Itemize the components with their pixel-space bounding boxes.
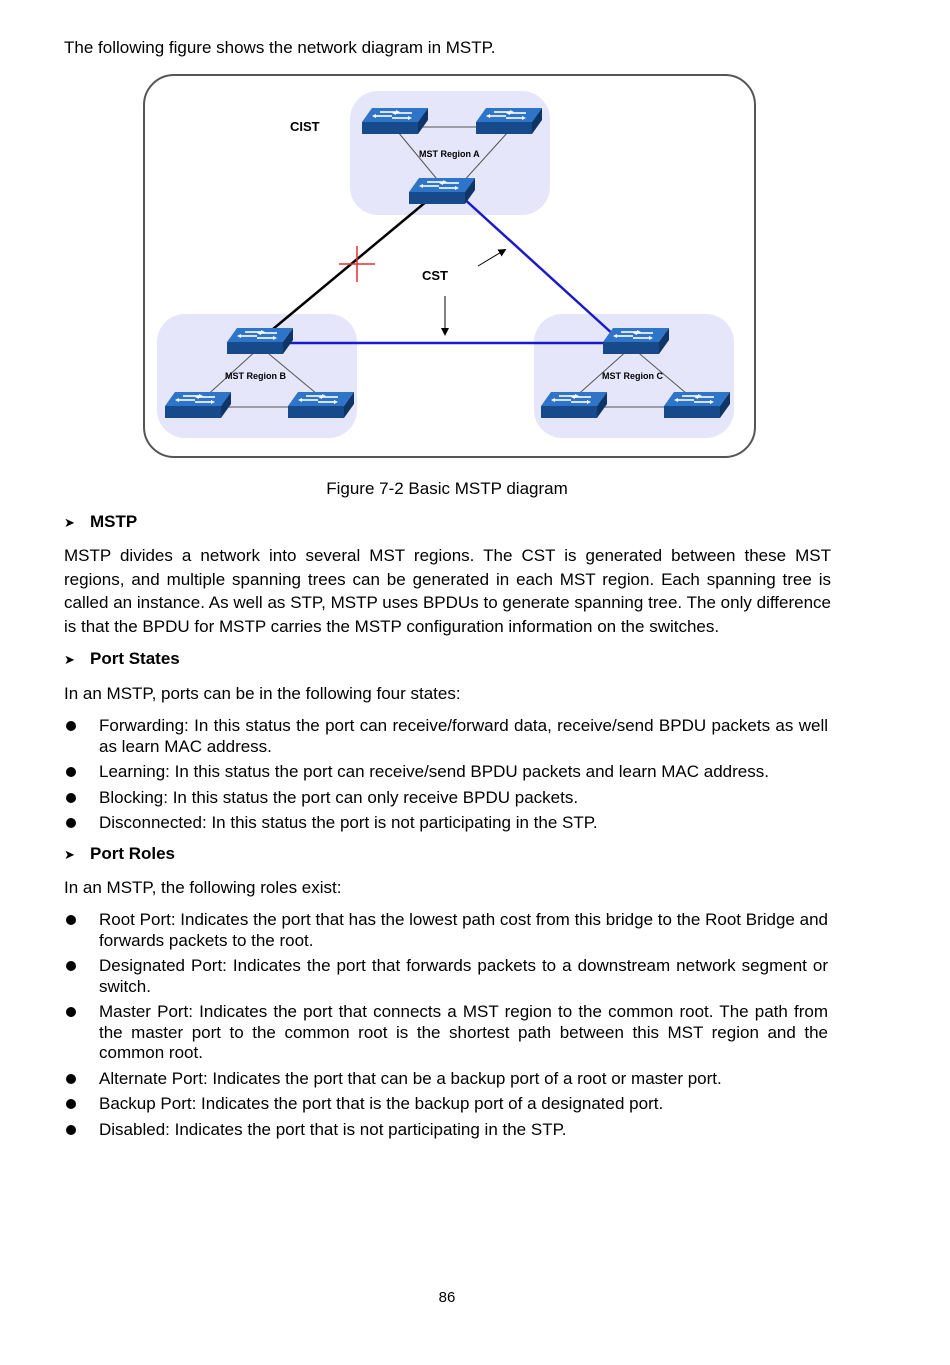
arrow-bullet-icon: ➤	[64, 847, 75, 862]
region-b-label: MST Region B	[225, 371, 286, 381]
port-states-intro: In an MSTP, ports can be in the following four states:	[64, 684, 461, 703]
diagram-svg	[143, 74, 756, 460]
bullet-dot-icon	[66, 915, 76, 925]
bullet-dot-icon	[66, 1007, 76, 1017]
list-item-text: Learning: In this status the port can receive/send BPDU packets and learn MAC address.	[99, 762, 769, 781]
port-states-list	[64, 716, 828, 839]
list-item	[64, 1094, 828, 1115]
list-item-text: Master Port: Indicates the port that connects a MST region to the common root. The path from the master port to the common root is the shortest path between this MST region and the common root.	[99, 1002, 828, 1062]
section-heading-text: Port States	[90, 649, 180, 668]
list-item-text: Disconnected: In this status the port is not participating in the STP.	[99, 813, 598, 832]
bullet-dot-icon	[66, 1099, 76, 1109]
section-heading-port-states	[64, 648, 180, 671]
list-item-text: Disabled: Indicates the port that is not participating in the STP.	[99, 1119, 567, 1139]
arrow-bullet-icon: ➤	[64, 515, 75, 530]
bullet-dot-icon	[66, 721, 76, 731]
list-item	[64, 813, 828, 834]
list-item-text: Root Port: Indicates the port that has the lowest path cost from this bridge to the Root Bridge and forwards packets to the root.	[99, 910, 828, 950]
list-item	[64, 1069, 828, 1090]
switch-icon	[409, 178, 475, 204]
cst-label: CST	[422, 268, 448, 283]
list-item	[64, 910, 828, 951]
section-heading-port-roles	[64, 843, 175, 866]
region-a-label: MST Region A	[419, 149, 480, 159]
list-item-text: Backup Port: Indicates the port that is the backup port of a designated port.	[99, 1094, 664, 1113]
section-heading-text: MSTP	[90, 512, 138, 531]
intro-text: The following figure shows the network diagram in MSTP.	[64, 38, 496, 57]
mstp-network-diagram	[143, 74, 756, 460]
cist-label: CIST	[290, 119, 320, 134]
switch-icon	[288, 392, 354, 418]
switch-icon	[362, 108, 428, 134]
list-item	[64, 716, 828, 757]
bullet-dot-icon	[66, 961, 76, 971]
bullet-dot-icon	[66, 1074, 76, 1084]
switch-icon	[541, 392, 607, 418]
arrow-bullet-icon: ➤	[64, 652, 75, 667]
list-item-text: Alternate Port: Indicates the port that can be a backup port of a root or master port.	[99, 1068, 722, 1088]
list-item-text: Forwarding: In this status the port can receive/forward data, receive/send BPDU packets as well as learn MAC address.	[99, 716, 828, 756]
mstp-paragraph: MSTP divides a network into several MST regions. The CST is generated between these MST regions, and multiple spanning trees can be generated in each MST region. Each spanning tree is called an instance. As well as STP, MSTP uses BPDUs to generate spanning tree. The only difference is that the BPDU for MSTP carries the MSTP configuration information on the switches.	[64, 546, 831, 636]
switch-icon	[476, 108, 542, 134]
section-heading-text: Port Roles	[90, 844, 176, 863]
list-item	[64, 788, 828, 809]
page-number: 86	[438, 1289, 456, 1306]
figure-caption: Figure 7-2 Basic MSTP diagram	[326, 479, 568, 498]
bullet-dot-icon	[66, 767, 76, 777]
bullet-dot-icon	[66, 818, 76, 828]
list-item	[64, 762, 828, 783]
bullet-dot-icon	[66, 1125, 76, 1135]
switch-icon	[664, 392, 730, 418]
switch-icon	[227, 328, 293, 354]
list-item	[64, 1002, 828, 1064]
section-heading-mstp	[64, 511, 137, 534]
port-roles-list	[64, 910, 828, 1145]
list-item-text: Blocking: In this status the port can only receive BPDU packets.	[99, 787, 579, 807]
bullet-dot-icon	[66, 793, 76, 803]
list-item-text: Designated Port: Indicates the port that forwards packets to a downstream network segment or switch.	[99, 956, 828, 996]
switch-icon	[165, 392, 231, 418]
region-c-label: MST Region C	[602, 371, 663, 381]
list-item	[64, 1120, 828, 1141]
switch-icon	[603, 328, 669, 354]
port-roles-intro: In an MSTP, the following roles exist:	[64, 878, 342, 897]
list-item	[64, 956, 828, 997]
